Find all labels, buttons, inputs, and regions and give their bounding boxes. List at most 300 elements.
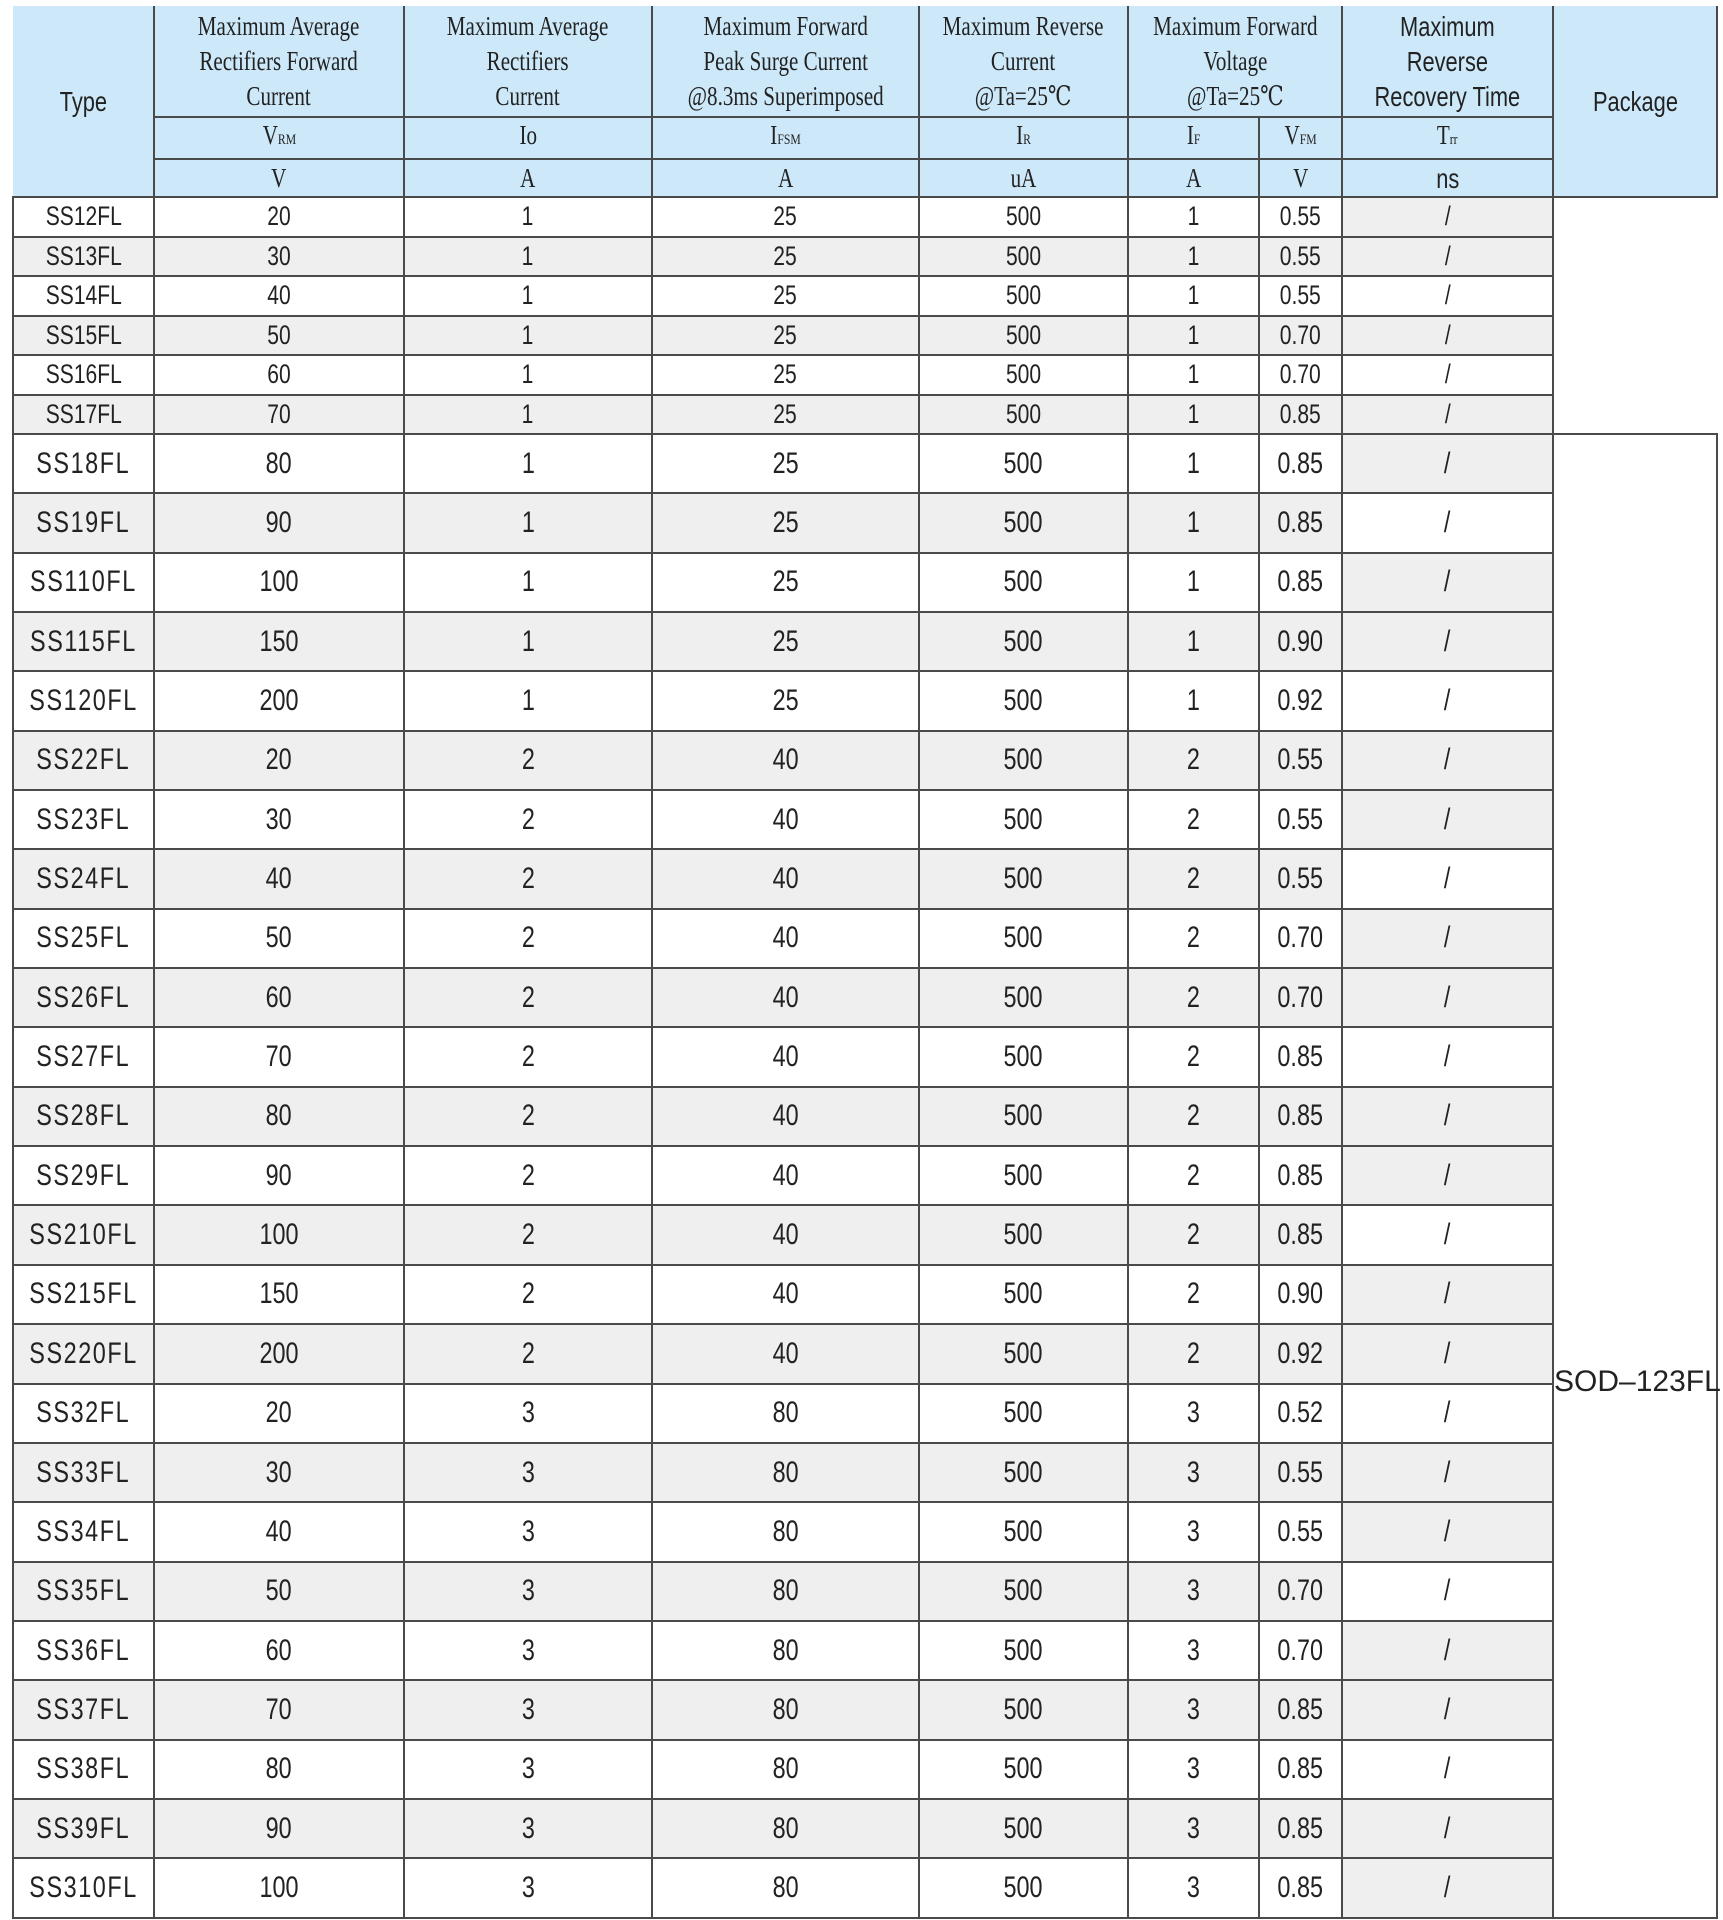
cell-vrm: 100: [154, 553, 404, 612]
cell-ifsm: 80: [652, 1443, 919, 1502]
cell-trr: /: [1342, 671, 1553, 730]
cell-ifsm: 25: [652, 197, 919, 237]
cell-vfm: 0.90: [1259, 1265, 1342, 1324]
cell-vrm: 60: [154, 968, 404, 1027]
cell-vrm: 80: [154, 434, 404, 493]
cell-ifsm: 25: [652, 395, 919, 435]
table-row: [13, 355, 1717, 395]
cell-ifsm: 80: [652, 1799, 919, 1858]
header-group-ir: Maximum Reverse Current @Ta=25℃: [919, 6, 1128, 117]
cell-if: 2: [1128, 909, 1259, 968]
cell-io: 3: [404, 1384, 652, 1443]
header-symbols-row: [13, 117, 1717, 159]
header-units-row: [13, 159, 1717, 197]
cell-if: 2: [1128, 1265, 1259, 1324]
cell-ir: 500: [919, 316, 1128, 356]
cell-if: 1: [1128, 395, 1259, 435]
cell-ifsm: 40: [652, 849, 919, 908]
table-row: [13, 1621, 1717, 1680]
cell-vrm: 100: [154, 1858, 404, 1917]
cell-vfm: 0.55: [1259, 731, 1342, 790]
cell-ifsm: 40: [652, 1205, 919, 1264]
cell-type: SS210FL: [13, 1205, 154, 1264]
cell-vfm: 0.85: [1259, 1205, 1342, 1264]
cell-ir: 500: [919, 731, 1128, 790]
cell-vfm: 0.70: [1259, 1562, 1342, 1621]
cell-trr: /: [1342, 849, 1553, 908]
cell-io: 2: [404, 1265, 652, 1324]
cell-trr: /: [1342, 1265, 1553, 1324]
cell-ifsm: 40: [652, 731, 919, 790]
cell-trr: /: [1342, 197, 1553, 237]
cell-trr: /: [1342, 1443, 1553, 1502]
cell-type: SS22FL: [13, 731, 154, 790]
cell-type: SS15FL: [13, 316, 154, 356]
cell-ifsm: 40: [652, 790, 919, 849]
cell-vrm: 70: [154, 1680, 404, 1739]
cell-if: 1: [1128, 612, 1259, 671]
cell-if: 1: [1128, 671, 1259, 730]
table-row: [13, 731, 1717, 790]
cell-type: SS13FL: [13, 237, 154, 277]
cell-ir: 500: [919, 849, 1128, 908]
cell-io: 3: [404, 1562, 652, 1621]
cell-vrm: 20: [154, 197, 404, 237]
cell-if: 1: [1128, 237, 1259, 277]
cell-ir: 500: [919, 612, 1128, 671]
cell-ifsm: 25: [652, 493, 919, 552]
cell-ir: 500: [919, 1502, 1128, 1561]
cell-ifsm: 25: [652, 612, 919, 671]
cell-vrm: 90: [154, 493, 404, 552]
cell-ir: 500: [919, 1027, 1128, 1086]
cell-ifsm: 40: [652, 909, 919, 968]
cell-if: 2: [1128, 1087, 1259, 1146]
header-symbol: VFM: [1259, 117, 1342, 159]
header-symbol: IR: [919, 117, 1128, 159]
table-row: [13, 1146, 1717, 1205]
cell-io: 3: [404, 1502, 652, 1561]
cell-trr: /: [1342, 1384, 1553, 1443]
package-cell: SOD–123FL: [1553, 434, 1717, 1918]
cell-trr: /: [1342, 493, 1553, 552]
cell-vrm: 30: [154, 237, 404, 277]
cell-vrm: 40: [154, 276, 404, 316]
cell-if: 1: [1128, 316, 1259, 356]
cell-io: 2: [404, 731, 652, 790]
cell-trr: /: [1342, 237, 1553, 277]
table-row: [13, 1799, 1717, 1858]
table-row: [13, 671, 1717, 730]
cell-trr: /: [1342, 1858, 1553, 1917]
cell-if: 1: [1128, 553, 1259, 612]
cell-vrm: 40: [154, 849, 404, 908]
cell-if: 2: [1128, 731, 1259, 790]
cell-type: SS37FL: [13, 1680, 154, 1739]
cell-vrm: 20: [154, 1384, 404, 1443]
cell-io: 3: [404, 1799, 652, 1858]
cell-vfm: 0.55: [1259, 1443, 1342, 1502]
cell-type: SS12FL: [13, 197, 154, 237]
cell-type: SS29FL: [13, 1146, 154, 1205]
cell-trr: /: [1342, 276, 1553, 316]
cell-vrm: 30: [154, 790, 404, 849]
cell-io: 2: [404, 968, 652, 1027]
cell-type: SS17FL: [13, 395, 154, 435]
cell-if: 1: [1128, 434, 1259, 493]
cell-trr: /: [1342, 790, 1553, 849]
cell-vfm: 0.55: [1259, 1502, 1342, 1561]
cell-io: 1: [404, 493, 652, 552]
cell-io: 1: [404, 237, 652, 277]
cell-vfm: 0.70: [1259, 316, 1342, 356]
cell-trr: /: [1342, 1502, 1553, 1561]
cell-ifsm: 80: [652, 1384, 919, 1443]
cell-ir: 500: [919, 1858, 1128, 1917]
cell-trr: /: [1342, 1205, 1553, 1264]
header-group-vrm: Maximum Average Rectifiers Forward Current: [154, 6, 404, 117]
cell-io: 1: [404, 671, 652, 730]
cell-trr: /: [1342, 1562, 1553, 1621]
table-row: [13, 1324, 1717, 1383]
header-type: Type: [13, 6, 154, 197]
cell-if: 3: [1128, 1858, 1259, 1917]
cell-vfm: 0.85: [1259, 493, 1342, 552]
table-row: [13, 237, 1717, 277]
header-group-vfm: Maximum Forward Voltage @Ta=25℃: [1128, 6, 1342, 117]
cell-type: SS310FL: [13, 1858, 154, 1917]
cell-ir: 500: [919, 1087, 1128, 1146]
table-header: [13, 6, 1717, 197]
cell-vrm: 80: [154, 1740, 404, 1799]
table-row: [13, 276, 1717, 316]
cell-vfm: 0.55: [1259, 237, 1342, 277]
cell-ir: 500: [919, 1799, 1128, 1858]
cell-type: SS38FL: [13, 1740, 154, 1799]
cell-type: SS24FL: [13, 849, 154, 908]
table-row: [13, 1265, 1717, 1324]
header-symbol: VRM: [154, 117, 404, 159]
header-group-trr: Maximum Reverse Recovery Time: [1342, 6, 1553, 117]
cell-ir: 500: [919, 395, 1128, 435]
cell-ifsm: 25: [652, 276, 919, 316]
cell-if: 3: [1128, 1562, 1259, 1621]
table-row: [13, 316, 1717, 356]
cell-ifsm: 25: [652, 671, 919, 730]
header-symbol: IFSM: [652, 117, 919, 159]
cell-type: SS215FL: [13, 1265, 154, 1324]
cell-vrm: 150: [154, 1265, 404, 1324]
cell-vfm: 0.90: [1259, 612, 1342, 671]
cell-type: SS25FL: [13, 909, 154, 968]
cell-trr: /: [1342, 612, 1553, 671]
cell-trr: /: [1342, 395, 1553, 435]
cell-vfm: 0.55: [1259, 849, 1342, 908]
cell-vfm: 0.85: [1259, 1799, 1342, 1858]
cell-if: 3: [1128, 1443, 1259, 1502]
cell-vfm: 0.55: [1259, 276, 1342, 316]
cell-vrm: 50: [154, 316, 404, 356]
rectifier-spec-table: [12, 6, 1721, 1919]
cell-ifsm: 80: [652, 1562, 919, 1621]
cell-vfm: 0.70: [1259, 909, 1342, 968]
cell-if: 2: [1128, 849, 1259, 908]
cell-vfm: 0.92: [1259, 1324, 1342, 1383]
cell-io: 1: [404, 395, 652, 435]
cell-if: 1: [1128, 493, 1259, 552]
cell-vfm: 0.70: [1259, 968, 1342, 1027]
cell-io: 3: [404, 1621, 652, 1680]
cell-type: SS23FL: [13, 790, 154, 849]
cell-ir: 500: [919, 1562, 1128, 1621]
table-row: [13, 395, 1717, 435]
cell-ir: 500: [919, 671, 1128, 730]
cell-io: 3: [404, 1443, 652, 1502]
cell-vfm: 0.85: [1259, 1740, 1342, 1799]
cell-ir: 500: [919, 1680, 1128, 1739]
cell-vrm: 70: [154, 1027, 404, 1086]
cell-ir: 500: [919, 237, 1128, 277]
cell-vfm: 0.70: [1259, 355, 1342, 395]
cell-if: 3: [1128, 1502, 1259, 1561]
cell-io: 3: [404, 1740, 652, 1799]
table-row: [13, 1384, 1717, 1443]
cell-type: SS34FL: [13, 1502, 154, 1561]
cell-if: 2: [1128, 1205, 1259, 1264]
header-symbol: Trr: [1342, 117, 1553, 159]
cell-ifsm: 80: [652, 1858, 919, 1917]
table-row: [13, 1502, 1717, 1561]
cell-trr: /: [1342, 731, 1553, 790]
cell-ir: 500: [919, 1265, 1128, 1324]
table-row: [13, 1740, 1717, 1799]
cell-ir: 500: [919, 1621, 1128, 1680]
cell-type: SS120FL: [13, 671, 154, 730]
cell-ifsm: 40: [652, 1146, 919, 1205]
table-row: [13, 1443, 1717, 1502]
cell-if: 3: [1128, 1799, 1259, 1858]
cell-if: 1: [1128, 197, 1259, 237]
cell-ifsm: 80: [652, 1680, 919, 1739]
cell-io: 2: [404, 909, 652, 968]
cell-type: SS27FL: [13, 1027, 154, 1086]
cell-ir: 500: [919, 1740, 1128, 1799]
cell-ifsm: 25: [652, 553, 919, 612]
cell-ifsm: 40: [652, 968, 919, 1027]
table-row: [13, 493, 1717, 552]
cell-io: 2: [404, 790, 652, 849]
cell-ir: 500: [919, 355, 1128, 395]
cell-vrm: 40: [154, 1502, 404, 1561]
cell-if: 3: [1128, 1680, 1259, 1739]
cell-io: 1: [404, 276, 652, 316]
cell-if: 2: [1128, 1324, 1259, 1383]
cell-ir: 500: [919, 790, 1128, 849]
cell-type: SS36FL: [13, 1621, 154, 1680]
cell-trr: /: [1342, 1146, 1553, 1205]
header-group-io: Maximum Average Rectifiers Current: [404, 6, 652, 117]
cell-ir: 500: [919, 1384, 1128, 1443]
cell-type: SS28FL: [13, 1087, 154, 1146]
cell-io: 3: [404, 1858, 652, 1917]
cell-trr: /: [1342, 1324, 1553, 1383]
cell-type: SS33FL: [13, 1443, 154, 1502]
cell-type: SS19FL: [13, 493, 154, 552]
cell-type: SS16FL: [13, 355, 154, 395]
header-symbol: IF: [1128, 117, 1259, 159]
cell-io: 1: [404, 553, 652, 612]
table-row: [13, 968, 1717, 1027]
cell-ir: 500: [919, 1324, 1128, 1383]
cell-io: 2: [404, 849, 652, 908]
cell-ir: 500: [919, 493, 1128, 552]
cell-type: SS110FL: [13, 553, 154, 612]
cell-ifsm: 40: [652, 1027, 919, 1086]
cell-if: 2: [1128, 790, 1259, 849]
cell-ir: 500: [919, 1443, 1128, 1502]
header-unit: A: [404, 159, 652, 197]
cell-ifsm: 80: [652, 1502, 919, 1561]
cell-io: 1: [404, 355, 652, 395]
cell-vfm: 0.85: [1259, 1680, 1342, 1739]
cell-vfm: 0.85: [1259, 1027, 1342, 1086]
header-package: Package: [1553, 6, 1717, 197]
cell-trr: /: [1342, 909, 1553, 968]
cell-vrm: 60: [154, 1621, 404, 1680]
cell-vfm: 0.85: [1259, 1858, 1342, 1917]
cell-trr: /: [1342, 1680, 1553, 1739]
header-symbol: Io: [404, 117, 652, 159]
cell-trr: /: [1342, 1087, 1553, 1146]
cell-type: SS32FL: [13, 1384, 154, 1443]
table-body: [13, 197, 1721, 1918]
table-row: [13, 612, 1717, 671]
header-unit: A: [1128, 159, 1259, 197]
table-row: [13, 1680, 1717, 1739]
table-row: [13, 849, 1717, 908]
cell-io: 1: [404, 612, 652, 671]
cell-type: SS39FL: [13, 1799, 154, 1858]
cell-vfm: 0.85: [1259, 1146, 1342, 1205]
cell-vfm: 0.85: [1259, 434, 1342, 493]
table-row: [13, 909, 1717, 968]
header-unit: V: [1259, 159, 1342, 197]
cell-type: SS115FL: [13, 612, 154, 671]
cell-type: SS35FL: [13, 1562, 154, 1621]
cell-vrm: 50: [154, 1562, 404, 1621]
cell-trr: /: [1342, 968, 1553, 1027]
cell-ifsm: 25: [652, 355, 919, 395]
cell-io: 2: [404, 1324, 652, 1383]
cell-vfm: 0.70: [1259, 1621, 1342, 1680]
cell-vrm: 150: [154, 612, 404, 671]
table-row: [13, 1205, 1717, 1264]
cell-trr: /: [1342, 316, 1553, 356]
cell-vfm: 0.85: [1259, 553, 1342, 612]
cell-ir: 500: [919, 1205, 1128, 1264]
package-cell-blank: [1553, 197, 1717, 434]
cell-vrm: 200: [154, 1324, 404, 1383]
cell-ifsm: 80: [652, 1621, 919, 1680]
cell-if: 2: [1128, 1146, 1259, 1205]
cell-vfm: 0.55: [1259, 197, 1342, 237]
cell-trr: /: [1342, 1027, 1553, 1086]
cell-io: 2: [404, 1087, 652, 1146]
cell-type: SS220FL: [13, 1324, 154, 1383]
cell-ifsm: 25: [652, 434, 919, 493]
cell-trr: /: [1342, 553, 1553, 612]
cell-type: SS26FL: [13, 968, 154, 1027]
cell-io: 1: [404, 316, 652, 356]
cell-vrm: 200: [154, 671, 404, 730]
cell-vrm: 100: [154, 1205, 404, 1264]
table-row: [13, 197, 1717, 237]
cell-trr: /: [1342, 355, 1553, 395]
cell-vrm: 70: [154, 395, 404, 435]
cell-ir: 500: [919, 968, 1128, 1027]
cell-type: SS18FL: [13, 434, 154, 493]
cell-ir: 500: [919, 1146, 1128, 1205]
cell-ifsm: 25: [652, 316, 919, 356]
cell-io: 2: [404, 1027, 652, 1086]
cell-vfm: 0.92: [1259, 671, 1342, 730]
cell-trr: /: [1342, 1799, 1553, 1858]
cell-vfm: 0.85: [1259, 395, 1342, 435]
cell-trr: /: [1342, 1740, 1553, 1799]
cell-ir: 500: [919, 434, 1128, 493]
cell-ifsm: 40: [652, 1265, 919, 1324]
table-row: [13, 1087, 1717, 1146]
cell-vrm: 80: [154, 1087, 404, 1146]
cell-vfm: 0.55: [1259, 790, 1342, 849]
cell-vrm: 60: [154, 355, 404, 395]
header-unit: ns: [1342, 159, 1553, 197]
header-unit: uA: [919, 159, 1128, 197]
cell-if: 2: [1128, 1027, 1259, 1086]
cell-vfm: 0.52: [1259, 1384, 1342, 1443]
cell-ifsm: 40: [652, 1324, 919, 1383]
cell-if: 3: [1128, 1740, 1259, 1799]
cell-vrm: 20: [154, 731, 404, 790]
cell-type: SS14FL: [13, 276, 154, 316]
cell-if: 3: [1128, 1384, 1259, 1443]
table-row: [13, 553, 1717, 612]
cell-trr: /: [1342, 434, 1553, 493]
table-row: [13, 1562, 1717, 1621]
cell-if: 3: [1128, 1621, 1259, 1680]
table-row: [13, 1027, 1717, 1086]
cell-io: 1: [404, 434, 652, 493]
cell-vrm: 90: [154, 1146, 404, 1205]
header-group-ifsm: Maximum Forward Peak Surge Current @8.3ms Superimposed: [652, 6, 919, 117]
cell-vrm: 50: [154, 909, 404, 968]
cell-if: 1: [1128, 276, 1259, 316]
cell-ifsm: 40: [652, 1087, 919, 1146]
cell-if: 2: [1128, 968, 1259, 1027]
cell-ir: 500: [919, 553, 1128, 612]
cell-vfm: 0.85: [1259, 1087, 1342, 1146]
cell-io: 3: [404, 1680, 652, 1739]
cell-ifsm: 80: [652, 1740, 919, 1799]
cell-vrm: 90: [154, 1799, 404, 1858]
table-row: [13, 790, 1717, 849]
table-row: [13, 434, 1717, 493]
header-unit: V: [154, 159, 404, 197]
cell-io: 1: [404, 197, 652, 237]
cell-ifsm: 25: [652, 237, 919, 277]
header-unit: A: [652, 159, 919, 197]
table-row: [13, 1858, 1717, 1917]
